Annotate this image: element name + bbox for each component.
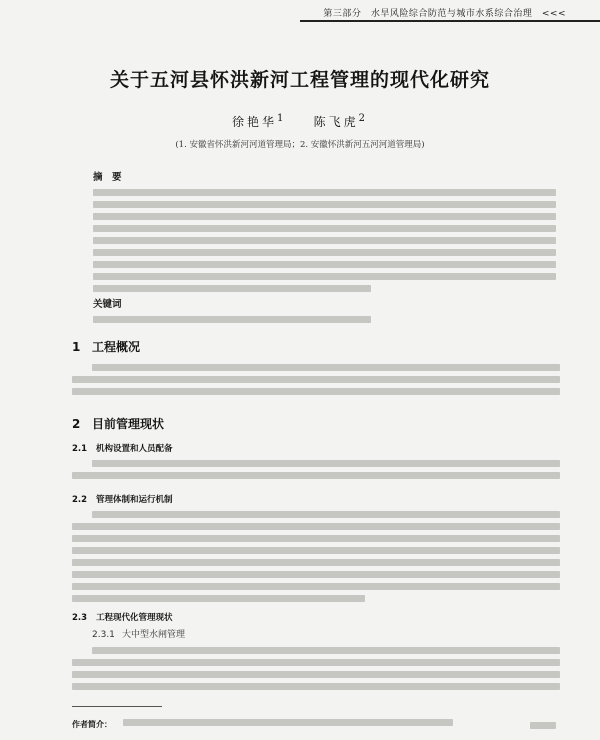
header-rule	[300, 20, 600, 22]
text-placeholder	[92, 364, 560, 371]
section-number: 2.1	[72, 444, 88, 454]
text-placeholder	[72, 659, 560, 666]
section-title: 机构设置和人员配备	[96, 444, 173, 454]
text-placeholder	[72, 376, 560, 383]
author-mark: 1	[276, 113, 287, 124]
text-placeholder	[93, 316, 371, 323]
author-name: 陈飞虎	[313, 115, 359, 129]
section-title: 大中型水闸管理	[122, 630, 186, 640]
text-placeholder	[93, 237, 556, 244]
text-placeholder	[72, 583, 560, 590]
text-placeholder	[93, 201, 556, 208]
text-placeholder	[93, 249, 556, 256]
section-number: 2	[72, 417, 81, 431]
section-number: 2.3	[72, 613, 88, 623]
abstract-label: 摘 要	[93, 172, 122, 183]
subsubsection-heading	[92, 627, 185, 640]
text-placeholder	[72, 535, 560, 542]
body-paragraph	[72, 507, 560, 607]
text-placeholder	[72, 472, 560, 479]
section-number: 1	[72, 340, 81, 354]
body-paragraph	[72, 360, 560, 400]
text-placeholder	[93, 273, 556, 280]
author-name: 徐艳华	[231, 115, 277, 129]
paper-title: 关于五河县怀洪新河工程管理的现代化研究	[109, 69, 490, 91]
subsection-heading	[72, 493, 173, 505]
page-number	[530, 722, 556, 729]
section-heading	[72, 338, 140, 355]
section-title: 工程概况	[92, 340, 141, 354]
footnote	[72, 712, 492, 731]
text-placeholder	[72, 523, 560, 530]
text-placeholder	[72, 671, 560, 678]
subsection-heading	[72, 442, 173, 454]
section-number: 2.2	[72, 495, 88, 505]
subsection-heading	[72, 611, 173, 623]
text-placeholder	[72, 559, 560, 566]
footnote-label: 作者简介：	[72, 720, 112, 729]
text-placeholder	[92, 647, 560, 654]
abstract-block	[93, 170, 556, 328]
authors	[0, 113, 600, 130]
running-header: 第三部分 水旱风险综合防范与城市水系综合治理 <<<	[323, 9, 566, 19]
footnote-rule	[72, 706, 162, 707]
section-title: 管理体制和运行机制	[96, 495, 173, 505]
text-placeholder	[92, 511, 560, 518]
body-paragraph	[72, 456, 560, 484]
text-placeholder	[72, 571, 560, 578]
text-placeholder	[72, 595, 365, 602]
affiliations: (1. 安徽省怀洪新河河道管理局；2. 安徽怀洪新河五河河道管理局)	[175, 140, 425, 150]
body-paragraph	[72, 643, 560, 695]
section-title: 目前管理现状	[92, 417, 165, 431]
author-mark: 2	[358, 113, 369, 124]
section-number: 2.3.1	[92, 630, 115, 640]
text-placeholder	[93, 261, 556, 268]
section-title: 工程现代化管理现状	[96, 613, 173, 623]
text-placeholder	[72, 388, 560, 395]
text-placeholder	[72, 547, 560, 554]
keywords-label: 关键词	[93, 299, 122, 310]
text-placeholder	[93, 213, 556, 220]
text-placeholder	[530, 722, 556, 729]
text-placeholder	[93, 285, 371, 292]
text-placeholder	[93, 225, 556, 232]
text-placeholder	[92, 460, 560, 467]
section-heading	[72, 415, 164, 432]
text-placeholder	[72, 683, 560, 690]
text-placeholder	[93, 189, 556, 196]
text-placeholder	[123, 719, 453, 726]
